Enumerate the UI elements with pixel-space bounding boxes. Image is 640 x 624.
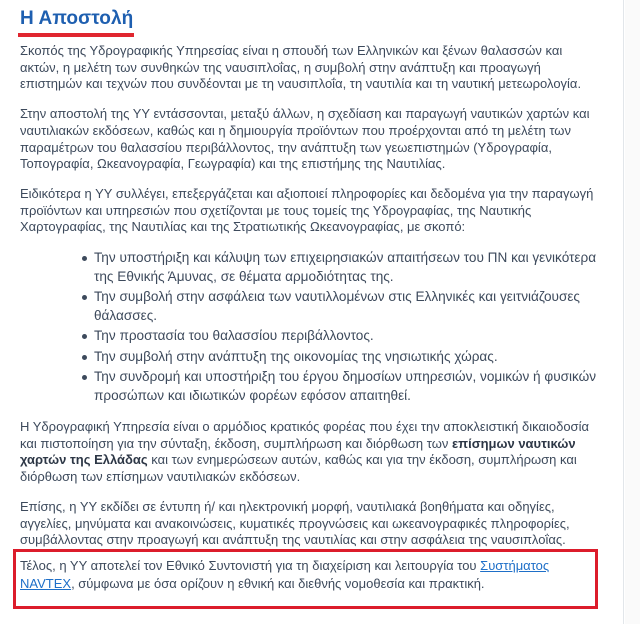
paragraph-authority (20, 419, 600, 486)
navtex-text-start: Τέλος, η ΥΥ αποτελεί τον Εθνικό Συντονιστή για τη διαχείριση και λειτουργία του (20, 558, 481, 573)
title-underline (18, 33, 134, 37)
authority-text-end: και των ενημερώσεων αυτών, καθώς και για την έκδοση, συμπλήρωση και διόρθωση των επίσημων ναυτιλιακών εκδόσεων. (20, 452, 577, 485)
list-item: Την συνδρομή και υποστήριξη του έργου δημοσίων υπηρεσιών, νομικών ή φυσικών προσώπων και ιδιωτικών φορέων εφόσον απαιτηθεί. (94, 368, 600, 405)
paragraph-publications: Επίσης, η ΥΥ εκδίδει σε έντυπη ή/ και ηλεκτρονική μορφή, ναυτιλιακά βοηθήματα και οδηγίες, αγγελίες, μηνύματα και ανακοινώσεις, κυματικές προγνώσεις και ωκεανογραφικές πληροφορίες, συμβάλλοντας στην προαγωγή και ανάπτυξη της ναυτιλίας και στην ασφάλεια της ναυσιπλοΐας. (20, 498, 570, 548)
paragraph-purpose: Σκοπός της Υδρογραφικής Υπηρεσίας είναι η σπουδή των Ελληνικών και ξένων θαλασσών και ακτών, η μελέτη των συνθηκών της ναυσιπλοΐας, η συμβολή στην ανάπτυξη και προαγωγή επιστημών και τεχνών που συνδέονται με τη ναυσιπλοΐα, τη ναυτιλία και τη ναυτική μετεωρολογία. (20, 43, 582, 92)
authority-text-start: Η Υδρογραφική Υπηρεσία είναι ο αρμόδιος κρατικός φορέας που έχει την αποκλειστική δικαιοδοσία και πιστοποίηση για την σύνταξη, έκδοση, συμπλήρωση και διόρθωση των (20, 419, 589, 451)
list-item: Την υποστήριξη και κάλυψη των επιχειρησιακών απαιτήσεων του ΠΝ και γενικότερα της Εθνικής Άμυνας, σε θέματα αρμοδιότητας της. (94, 249, 600, 286)
scroll-gutter (625, 0, 640, 624)
paragraph-mission: Στην αποστολή της ΥΥ εντάσσονται, μεταξύ άλλων, η σχεδίαση και παραγωγή ναυτικών χαρτών και ναυτιλιακών εκδόσεων, καθώς και η δημιουργία προϊόντων που προέρχονται από τη μελέτη των παραμέτρων του θαλασσίου περιβάλλοντος, την ανάπτυξη των γεωεπιστημών (Υδρογραφία, Τοπογραφία, Ωκεανογραφία, Γεωγραφία) και της επιστήμης της Ναυτιλίας. (20, 106, 590, 172)
list-item: Την συμβολή στην ασφάλεια των ναυτιλλομένων στις Ελληνικές και γειτνιάζουσες θάλασσες. (94, 288, 600, 325)
navtex-paragraph (20, 557, 580, 593)
article-body (20, 43, 600, 562)
list-item: Την συμβολή στην ανάπτυξη της οικονομίας της νησιωτικής χώρας. (94, 348, 600, 367)
objectives-list (20, 249, 600, 405)
page-title: Η Αποστολή (20, 8, 134, 29)
navtex-text-end: , σύμφωνα με όσα ορίζουν η εθνική και διεθνής νομοθεσία και πρακτική. (71, 576, 485, 591)
list-item: Την προστασία του θαλασσίου περιβάλλοντος. (94, 327, 600, 346)
paragraph-specifics: Ειδικότερα η ΥΥ συλλέγει, επεξεργάζεται και αξιοποιεί πληροφορίες και δεδομένα για την παραγωγή προϊόντων και υπηρεσιών που σχετίζονται με τους τομείς της Υδρογραφίας, της Ναυτικής Χαρτογραφίας, της Ναυτιλίας και της Στρατιωτικής Ωκεανογραφίας, με σκοπό: (20, 185, 594, 235)
navtex-link[interactable]: Συστήματος NAVTEX (20, 558, 550, 591)
authority-bold-text: επίσημων ναυτικών χαρτών της Ελλάδας (20, 435, 576, 468)
